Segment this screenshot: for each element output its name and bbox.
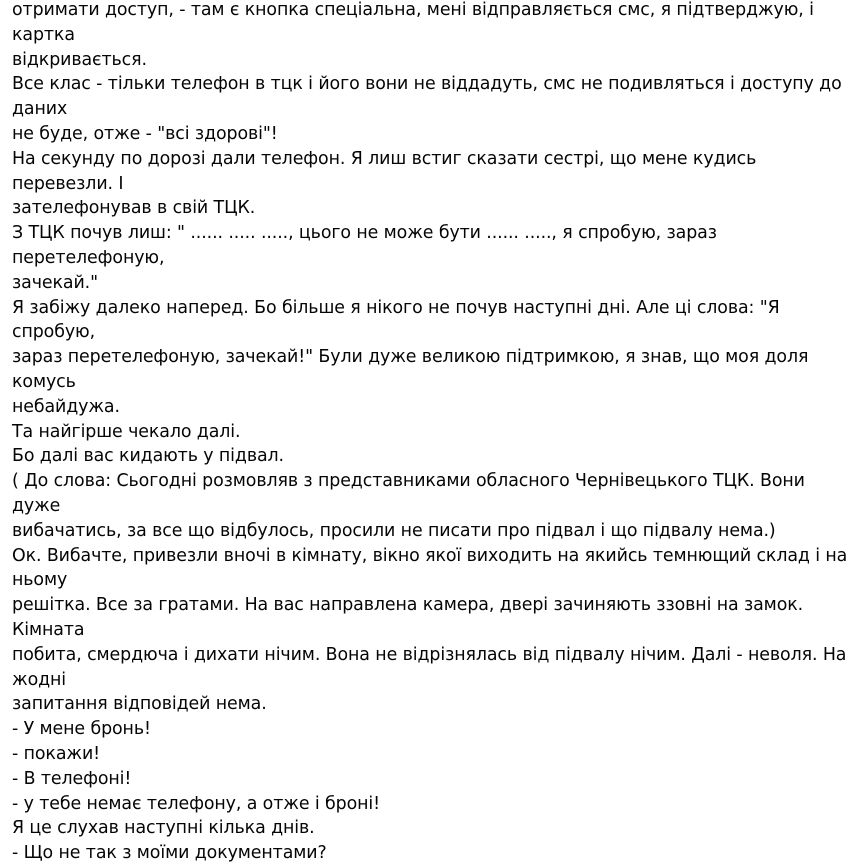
post-line: небайдужа. bbox=[12, 396, 120, 417]
post-line: отримати доступ, - там є кнопка спеціальна, мені відправляється смс, я підтверджую, і картка bbox=[12, 0, 820, 45]
post-line: - покажи! bbox=[12, 743, 101, 764]
post-line: Та найгірше чекало далі. bbox=[12, 421, 241, 442]
post-line: Все клас - тільки телефон в тцк і його вони не віддадуть, смс не подивляться і доступу до даних bbox=[12, 74, 848, 120]
post-line: Я це слухав наступні кілька днів. bbox=[12, 818, 315, 839]
post-line: зачекай." bbox=[12, 272, 98, 293]
post-line: не буде, отже - "всі здорові"! bbox=[12, 123, 278, 144]
post-line: - В телефоні! bbox=[12, 768, 132, 789]
post-line: Я забіжу далеко наперед. Бо більше я нікого не почув наступні дні. Але ці слова: "Я спробую, bbox=[12, 297, 786, 343]
post-line: На секунду по дорозі дали телефон. Я лиш встиг сказати сестрі, що мене кудись перевезли. І bbox=[12, 148, 762, 194]
post-line: побита, смердюча і дихати нічим. Вона не відрізнялась від підвалу нічим. Далі - неволя. На жодні bbox=[12, 644, 852, 690]
post-line: - У мене бронь! bbox=[12, 719, 151, 740]
post-line: ( До слова: Сьогодні розмовляв з представниками обласного Чернівецького ТЦК. Вони дуже bbox=[12, 471, 811, 516]
post-line: - Що не так з моїми документами? bbox=[12, 843, 327, 864]
post-line: запитання відповідей нема. bbox=[12, 694, 267, 715]
post-line: зателефонував в свій ТЦК. bbox=[12, 198, 256, 219]
post-line: решітка. Все за гратами. На вас направлена камера, двері зачиняють ззовні на замок. Кімната bbox=[12, 595, 809, 640]
post-line: відкривається. bbox=[12, 49, 147, 70]
post-line: - у тебе немає телефону, а отже і броні! bbox=[12, 793, 380, 814]
post-line: вибачатись, за все що відбулось, просили не писати про підвал і що підвалу нема.) bbox=[12, 520, 776, 541]
post-line: Ок. Вибачте, привезли вночі в кімнату, вікно якої виходить на якийсь темнющий склад і на ньому bbox=[12, 545, 853, 591]
post-line: Бо далі вас кидають у підвал. bbox=[12, 446, 284, 467]
post-line: зараз перетелефоную, зачекай!" Були дуже великою підтримкою, я знав, що моя доля комусь bbox=[12, 347, 814, 392]
post-text bbox=[12, 0, 857, 866]
post-line: З ТЦК почув лиш: " ...... ..... ....., цього не може бути ...... ....., я спробую, зараз перетелефоную, bbox=[12, 223, 723, 268]
